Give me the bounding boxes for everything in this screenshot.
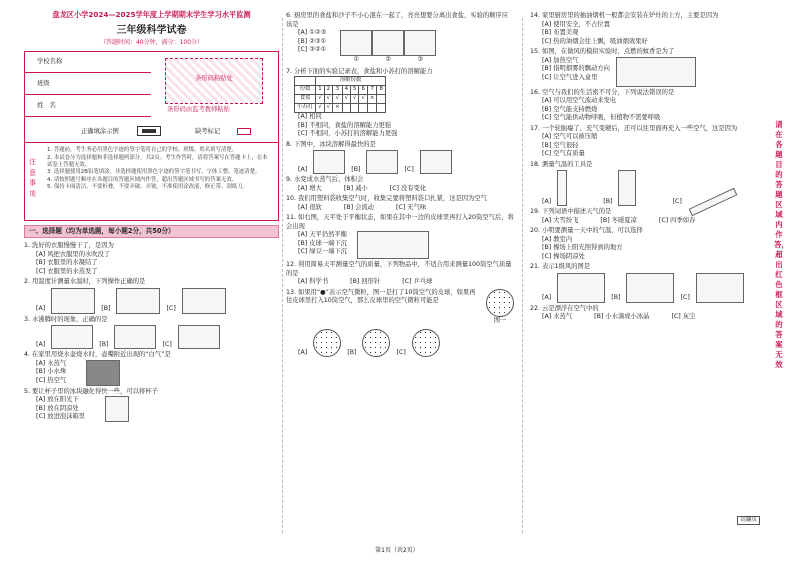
balance-icon	[357, 231, 429, 259]
wind-scene-icon	[557, 273, 605, 303]
ice-dissolve-figures: [A] [B] [C]	[286, 150, 514, 174]
option[interactable]: [B] 空气很轻	[542, 141, 579, 149]
option[interactable]: [A] 加热空气	[542, 56, 579, 64]
option[interactable]: [C] ③②①	[298, 46, 327, 53]
option[interactable]: [A] 使用安全，不占位置	[542, 20, 610, 28]
option[interactable]: [C] 乒乓球	[402, 278, 433, 285]
particles-option-icon	[362, 329, 390, 357]
option[interactable]: [B] 布置美观	[542, 29, 579, 36]
option[interactable]: [B] 操场上阳光照得到的地方	[542, 244, 623, 251]
option[interactable]: [B] 空气能支持燃烧	[542, 105, 598, 113]
option[interactable]: [A] 大雪纷飞	[542, 216, 579, 224]
evaporate-icon	[404, 30, 436, 56]
question-2: 2. 用温度计测量水温时，下列操作正确的是 [A] [B] [C]	[24, 278, 279, 314]
separation-figures: ① ② ③	[332, 29, 444, 66]
option[interactable]: [C] 四季如春	[658, 216, 696, 224]
thermometer-icon	[557, 170, 567, 206]
notice-box	[25, 142, 278, 220]
notice-label: 注意事项	[29, 158, 36, 198]
column-3	[530, 10, 768, 322]
column-divider	[522, 18, 523, 533]
boiling-beaker-icon	[114, 325, 156, 349]
section-title: 一、选择题（均为单选题，每小题2分，共50分）	[24, 225, 279, 238]
boiling-figures: [A] [B] [C]	[24, 325, 279, 349]
question-15: 15. 如图，在做风的模拟实验时，点燃的蚊香是为了 [A] 加热空气 [B] 指明烟雾的飘动方向 [C] 让空气进入盒里	[530, 48, 768, 87]
question-9: 9. 水变成水蒸气后，体积会 [A] 增大 [B] 减小 [C] 没有变化	[286, 176, 427, 192]
option[interactable]: [A] 科学书	[298, 278, 329, 285]
option[interactable]: [B] 衣服里的水凝结了	[36, 259, 98, 267]
question-7: 7. 分析下面的实验记录表，食盐和小苏打的溶解能力 溶解份数 份数 1 2 3 4 5 6 7 8 食盐 √ √ √ √ √ √ × 小苏打 √ √ × [A] 相同 [B] 不相同，食盐的溶解能力更强 [C] 不相同，小苏打的溶解能力更强	[286, 68, 514, 139]
absent-label: 缺考标记	[195, 128, 221, 136]
ice-beaker-icon	[420, 150, 452, 174]
next-page-label: 请翻页	[737, 516, 760, 525]
question-4: 4. 在家里用烧水壶烧水时，壶嘴附近出现的“白气”是 [A] 水蒸气 [B] 小水珠 [C] 热空气	[24, 351, 171, 384]
question-19: 19. 下列词语中描述天气的是 [A] 大雪纷飞 [B] 冬暖夏凉 [C] 四季如春	[530, 208, 696, 224]
fill-sample-icon	[137, 126, 161, 136]
absent-checkbox[interactable]	[237, 128, 251, 135]
question-21: 21. 表示1级风的图是 [A] [B] [C]	[530, 263, 768, 303]
question-5: 5. 要让杯子里的冰块融化得快一些，可以将杯子 [A] 放在阳光下 [B] 放在阴凉处 [C] 放进泡沫箱里	[24, 387, 158, 421]
option[interactable]: [B] 指明烟雾的飘动方向	[542, 65, 610, 72]
info-box	[24, 51, 279, 221]
question-20: 20. 小明要测量一天中的气温，可以选择 [A] 教室内 [B] 操场上阳光照得到的地方 [C] 操场阴凉处	[530, 227, 768, 261]
kettle-icon	[86, 360, 120, 386]
thermometer-figures: [A] [B] [C]	[24, 288, 279, 314]
option[interactable]: [A] 风把衣服里的水吹没了	[36, 250, 111, 258]
option[interactable]: [B] 小水滴或小冰晶	[594, 313, 650, 320]
paper-title: 三年级科学试卷	[116, 24, 187, 36]
option[interactable]: [A] 很软	[298, 203, 322, 211]
option[interactable]: [C] 热的油烟会往上飘，吸油烟效果好	[542, 37, 648, 45]
boiling-beaker-icon	[51, 325, 93, 349]
question-8: 8. 下图中，冰块溶解得最快的是 [A] [B] [C]	[286, 141, 514, 175]
barcode-note: 条形码由监考教师粘贴	[167, 106, 230, 114]
region-title: 盘龙区小学2024—2025学年度上学期期末学生学习水平监测	[52, 10, 251, 19]
ice-cup-icon	[105, 396, 129, 422]
option[interactable]: [A] 空气可以被压缩	[542, 133, 598, 140]
question-10: 10. 我们用塑料袋收集空气时，收集完要将塑料袋口扎紧，这是因为空气 [A] 很软 [B] 会流动 [C] 无气味	[286, 195, 487, 211]
option[interactable]: [A] 水蒸气	[36, 359, 67, 367]
beaker-thermometer-icon	[51, 288, 95, 314]
option[interactable]: [B] 皮球一端下沉	[298, 239, 348, 247]
question-13: 13. 如果用“●”表示空气微粒，图一是打了10筒空气的皮球，如果再往皮球里打入10筒空气，那么皮球里的空气微粒可能是 图一 [A] [B] [C]	[286, 289, 514, 358]
option[interactable]: [A] 教室内	[542, 235, 573, 243]
dissolve-icon	[372, 30, 404, 56]
particle-figures: [A] [B] [C]	[286, 329, 514, 357]
question-18: 18. 测量气温的工具是 [A] [B] [C]	[530, 161, 768, 207]
option[interactable]: [A] 增大	[298, 184, 322, 192]
option[interactable]: [B] 会流动	[343, 203, 374, 211]
filter-icon	[340, 30, 372, 56]
option[interactable]: [A] 放在阳光下	[36, 396, 79, 404]
option[interactable]: [C] 空气能供动物呼吸，但植物不需要呼吸	[542, 114, 661, 121]
beaker-thermometer-icon	[182, 288, 226, 314]
time-score: （答题时间：40分钟，满分：100分）	[99, 39, 204, 47]
column-2	[286, 10, 514, 358]
wind-box-icon	[616, 57, 696, 87]
option[interactable]: [C] 灰尘	[671, 313, 696, 320]
fill-sample-label: 正确填涂示例	[81, 128, 119, 136]
class-field[interactable]: 班级	[25, 74, 151, 95]
option[interactable]: [C] 让空气进入盒里	[542, 73, 598, 81]
name-field[interactable]: 姓 名	[25, 96, 151, 117]
wind-scene-icon	[626, 273, 674, 303]
option[interactable]: [C] 衣服里的水蒸发了	[36, 267, 98, 275]
wall-thermometer-icon	[618, 170, 636, 206]
option[interactable]: [B] 放在阴凉处	[36, 404, 79, 412]
ice-beaker-icon	[366, 150, 398, 174]
option[interactable]: [B] 小水珠	[36, 368, 67, 376]
question-16: 16. 空气与我们的生活密不可分，下列说法错误的是 [A] 可以用空气流动来发电 [B] 空气能支持燃烧 [C] 空气能供动物呼吸，但植物不需要呼吸	[530, 89, 768, 123]
question-17: 17. 一个轮胎瘪了，充气变硬后，还可以往里面再充入一些空气，这是因为 [A] 空气可以被压缩 [B] 空气很轻 [C] 空气有质量	[530, 125, 768, 159]
option[interactable]: [C] 没有变化	[389, 184, 427, 192]
option[interactable]: [B] ②③①	[298, 37, 327, 45]
option[interactable]: [B] 减小	[343, 184, 368, 192]
option[interactable]: [C] 无气味	[395, 203, 427, 211]
option[interactable]: [C] 热空气	[36, 376, 67, 384]
option[interactable]: [B] 回形针	[350, 278, 381, 285]
barcode-area: 条形码粘贴处	[165, 58, 263, 104]
question-1: 1. 洗好的衣服慢慢干了，是因为 [A] 风把衣服里的水吹没了 [B] 衣服里的水凝结了 [C] 衣服里的水蒸发了	[24, 242, 279, 276]
particles-option-icon	[313, 329, 341, 357]
option[interactable]: [C] 空气有质量	[542, 150, 585, 157]
notice-text: 1. 答题前，考生务必用黑色字迹的签字笔将自己的学校、班级、姓名填写清楚。 2. 本试卷分为选择题和非选择题两部分，共2页。考生作答时，请将答案写在答题卡上，在本试卷上答题无效。 3. 选择题使用2B铅笔填涂，非选择题使用黑色字迹的签字笔书写，字体工整、笔迹清楚。 4. 请按照题号顺序在各题目的答题区域内作答，超出答题区域书写的答案无效。 5. 保持卡面清洁，不要折叠，不要弄破、弄皱，不准使用涂改液、修正带、刮纸刀。	[47, 147, 268, 190]
option[interactable]: [A] 水蒸气	[542, 313, 573, 320]
option[interactable]: [C] 不相同，小苏打的溶解能力更强	[298, 130, 398, 137]
wind-level-figures: [A] [B] [C]	[530, 273, 768, 303]
option[interactable]: [B] 不相同，食盐的溶解能力更强	[298, 121, 392, 129]
option[interactable]: [A] 可以用空气流动来发电	[542, 97, 617, 104]
beaker-thermometer-icon	[116, 288, 160, 314]
particles-option-icon	[412, 329, 440, 357]
option[interactable]: [C] 放进泡沫箱里	[36, 413, 86, 421]
column-divider	[282, 18, 283, 533]
boiling-beaker-icon	[178, 325, 220, 349]
option[interactable]: [C] 绿豆一端下沉	[298, 248, 348, 255]
answer-area-warning: 请在各题目的答题区域内作答，超出红色框区域的答案无效	[774, 120, 789, 369]
temperature-tool-figures: [A] [B] [C]	[530, 170, 768, 206]
option[interactable]: [C] 操场阴凉处	[542, 252, 585, 260]
option[interactable]: [A] 相同	[298, 113, 322, 120]
question-6: 6. 厨房里的食盐和沙子不小心混在一起了，亮亮想要分离出食盐，实验的顺序应该是 [A] ①②③ [B] ②③① [C] ③②① ① ② ③	[286, 12, 514, 66]
ball-particles-icon	[486, 289, 514, 317]
column-1	[24, 10, 279, 422]
question-14: 14. 家里厨房里的抽油烟机一般都会安装在炉灶的上方，主要是因为 [A] 使用安全，不占位置 [B] 布置美观 [C] 热的油烟会往上飘，吸油烟效果好	[530, 12, 768, 46]
school-field[interactable]: 学校名称	[25, 52, 151, 73]
page-number: 第1页（共2页）	[375, 546, 419, 554]
question-3: 3. 水沸腾时的现象，正确的是 [A] [B] [C]	[24, 316, 279, 350]
option[interactable]: [A] ①②③	[298, 29, 327, 36]
option[interactable]: [B] 冬暖夏凉	[600, 216, 637, 224]
dissolve-table: 溶解份数 份数 1 2 3 4 5 6 7 8 食盐 √ √ √ √ √ √ × 小苏打 √ √ ×	[294, 76, 386, 113]
question-12: 12. 利用简易天平测量空气的质量，下列物品中，不适合用来测量100筒空气质量的是 [A] 科学书 [B] 回形针 [C] 乒乓球	[286, 261, 512, 285]
wind-scene-icon	[696, 273, 744, 303]
question-11: 11. 如右图，天平处于平衡状态，如果在其中一边的皮球里再打入20筒空气后，将会出现 [A] 天平仍然平衡 [B] 皮球一端下沉 [C] 绿豆一端下沉	[286, 214, 514, 259]
ice-beaker-icon	[313, 150, 345, 174]
option[interactable]: [A] 天平仍然平衡	[298, 231, 348, 238]
question-22: 22. 云是漂浮在空气中的 [A] 水蒸气 [B] 小水滴或小冰晶 [C] 灰尘	[530, 304, 696, 320]
